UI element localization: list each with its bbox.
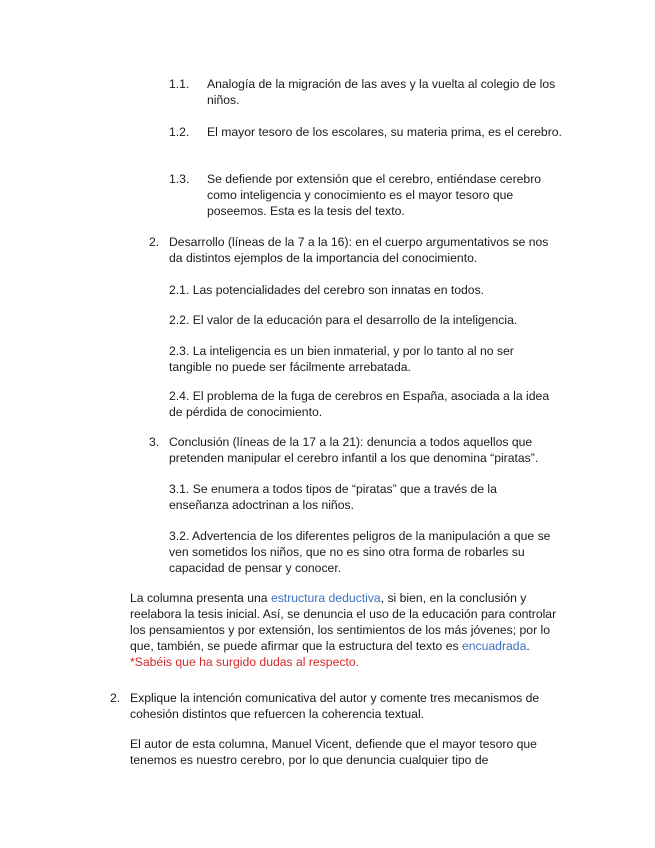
list-item-text: Desarrollo (líneas de la 7 a la 16): en el cuerpo argumentativos se nos da distintos ejemplos de la importancia del conocimiento. xyxy=(169,235,549,265)
subitem-text: Analogía de la migración de las aves y la vuelta al colegio de los niños. xyxy=(207,77,556,107)
answer-paragraph: El autor de esta columna, Manuel Vicent, defiende que el mayor tesoro que tenemos es nuestro cerebro, por lo que denuncia cualquier tipo de xyxy=(130,737,537,767)
link-encuadrada[interactable]: encuadrada xyxy=(461,639,527,653)
subitem-text: 2.4. El problema de la fuga de cerebros en España, asociada a la idea de pérdida de conocimiento. xyxy=(169,389,550,419)
summary-text: , si bien, en la conclusión y reelabora la tesis inicial. Así, se denuncia el uso de la educación para controlar los pensamientos y por extensión, los sentimientos de los más jóvenes; por lo que, también, se puede afirmar que la estructura del texto es xyxy=(130,591,557,653)
subitem-number: 1.2. xyxy=(169,125,190,139)
question-text: Explique la intención comunicativa del autor y comente tres mecanismos de cohesión distintos que refuercen la coherencia textual. xyxy=(130,691,540,721)
subitem-text: 3.2. Advertencia de los diferentes peligros de la manipulación a que se ven sometidos los niños, que no es sino otra forma de robarles su capacidad de pensar y conocer. xyxy=(169,529,551,575)
subitem-text: 2.1. Las potencialidades del cerebro son innatas en todos. xyxy=(169,283,485,297)
subitem-text: 3.1. Se enumera a todos tipos de “piratas” que a través de la enseñanza adoctrinan a los niños. xyxy=(169,482,497,512)
summary-text: . xyxy=(526,639,530,653)
subitem-number: 1.1. xyxy=(169,77,190,91)
subitem-text: Se defiende por extensión que el cerebro, entiéndase cerebro como inteligencia y conocimiento es el mayor tesoro que poseemos. Esta es la tesis del texto. xyxy=(207,172,542,218)
summary-paragraph xyxy=(130,590,570,670)
summary-text: La columna presenta una xyxy=(130,591,271,605)
list-item-text: Conclusión (líneas de la 17 a la 21): denuncia a todos aquellos que pretenden manipular el cerebro infantil a los que denomina “piratas”. xyxy=(169,435,539,465)
subitem-number: 1.3. xyxy=(169,172,190,186)
link-estructura-deductiva[interactable]: estructura deductiva xyxy=(270,591,381,605)
question-number: 2. xyxy=(110,691,121,705)
list-item-number: 3. xyxy=(149,435,160,449)
subitem-text: El mayor tesoro de los escolares, su materia prima, es el cerebro. xyxy=(207,125,562,139)
doubt-note: *Sabéis que ha surgido dudas al respecto. xyxy=(130,655,360,669)
subitem-text: 2.3. La inteligencia es un bien inmaterial, y por lo tanto al no ser tangible no puede ser fácilmente arrebatada. xyxy=(169,344,514,374)
subitem-text: 2.2. El valor de la educación para el desarrollo de la inteligencia. xyxy=(169,313,518,327)
list-item-number: 2. xyxy=(149,235,160,249)
